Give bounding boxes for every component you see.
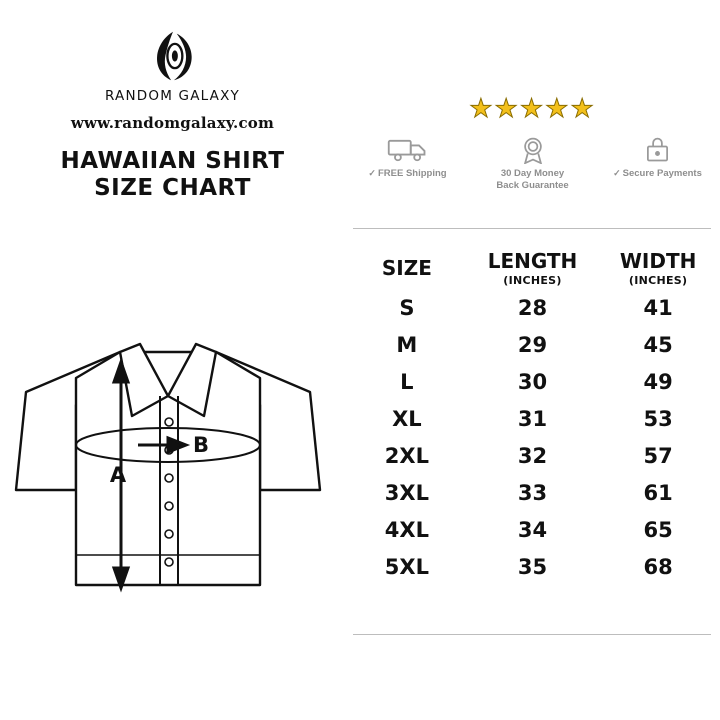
table-row xyxy=(345,326,720,363)
right-column xyxy=(345,0,720,720)
header-width-label: WIDTH xyxy=(619,249,697,273)
star-icon: ★ xyxy=(570,93,596,123)
cell-width: 68 xyxy=(643,554,673,579)
cell-length: 34 xyxy=(517,517,548,542)
trust-badges xyxy=(345,136,720,192)
table-row xyxy=(345,548,720,585)
star-icon: ★ xyxy=(469,93,495,123)
table-row xyxy=(345,400,720,437)
cell-width: 53 xyxy=(643,406,673,431)
cell-length: 31 xyxy=(517,406,548,431)
badge-label-line2: Back Guarantee xyxy=(496,179,569,191)
rating-stars xyxy=(345,95,720,121)
page-title xyxy=(0,148,345,202)
check-icon: ✓ xyxy=(368,168,376,178)
cell-width: 65 xyxy=(643,517,673,542)
marker-a-label: A xyxy=(109,463,127,487)
divider-top xyxy=(353,228,711,229)
header-size xyxy=(345,248,469,289)
left-column xyxy=(0,0,345,720)
brand-block xyxy=(0,28,345,202)
header-length xyxy=(469,248,597,289)
table-row xyxy=(345,474,720,511)
cell-width: 49 xyxy=(643,369,673,394)
check-icon: ✓ xyxy=(613,168,621,178)
badge-secure-payments xyxy=(598,136,718,180)
star-icon: ★ xyxy=(519,93,546,123)
page-title-line2: SIZE CHART xyxy=(94,175,251,202)
cell-length: 32 xyxy=(517,443,548,468)
divider-bottom xyxy=(353,634,711,635)
cell-length: 35 xyxy=(517,554,548,579)
cell-width: 41 xyxy=(643,295,673,320)
header-size-label: SIZE xyxy=(381,256,432,280)
cell-width: 45 xyxy=(643,332,673,357)
marker-b-label: B xyxy=(192,433,210,457)
table-row xyxy=(345,437,720,474)
galaxy-eye-logo-icon xyxy=(145,28,201,84)
cell-size: M xyxy=(396,332,418,357)
cell-size: XL xyxy=(392,406,422,431)
badge-label: FREE Shipping xyxy=(377,168,447,179)
badge-money-back xyxy=(473,136,593,192)
cell-length: 28 xyxy=(517,295,548,320)
header-length-unit: (INCHES) xyxy=(503,274,562,287)
cell-size: 3XL xyxy=(384,480,429,505)
badge-label-line1: 30 Day Money xyxy=(500,168,565,179)
cell-size: 4XL xyxy=(384,517,429,542)
truck-icon xyxy=(348,136,468,164)
table-row xyxy=(345,289,720,326)
header-width xyxy=(596,248,720,289)
size-table xyxy=(345,248,720,585)
brand-url: www.randomgalaxy.com xyxy=(70,114,275,132)
header-width-unit: (INCHES) xyxy=(628,274,688,287)
cell-size: L xyxy=(400,369,414,394)
cell-length: 33 xyxy=(517,480,548,505)
table-header-row xyxy=(345,248,720,289)
header-length-label: LENGTH xyxy=(487,249,578,273)
badge-free-shipping xyxy=(348,136,468,180)
badge-label: Secure Payments xyxy=(622,168,702,179)
medal-icon xyxy=(473,136,593,164)
cell-size: 2XL xyxy=(384,443,429,468)
cell-width: 57 xyxy=(643,443,673,468)
lock-icon xyxy=(598,136,718,164)
table-row xyxy=(345,511,720,548)
brand-name: RANDOM GALAXY xyxy=(105,88,240,104)
page-title-line1: HAWAIIAN SHIRT xyxy=(60,148,285,174)
table-row xyxy=(345,363,720,400)
shirt-diagram xyxy=(8,300,338,630)
cell-width: 61 xyxy=(643,480,673,505)
star-icon: ★ xyxy=(494,93,520,123)
cell-size: S xyxy=(399,295,415,320)
cell-length: 30 xyxy=(517,369,548,394)
star-icon: ★ xyxy=(545,93,571,123)
cell-length: 29 xyxy=(517,332,548,357)
cell-size: 5XL xyxy=(384,554,429,579)
